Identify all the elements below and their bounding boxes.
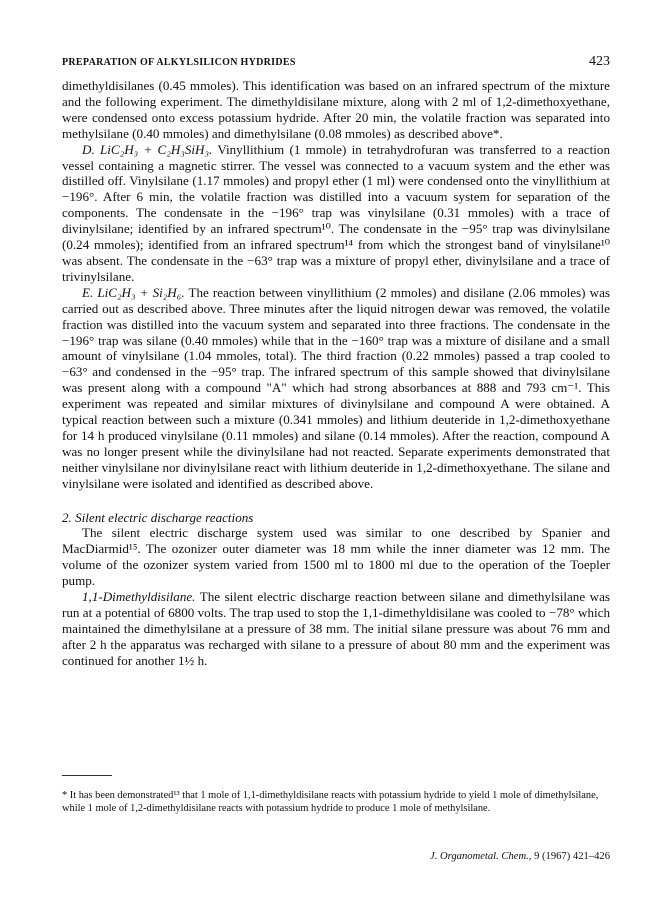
paragraph-continuation	[62, 78, 610, 142]
paragraph-dimethyldisilane	[62, 589, 610, 669]
footnote: * It has been demonstrated¹³ that 1 mole of 1,1-dimethyldisilane reacts with potassium hydride to yield 1 mole of dimethylsilane, while 1 mole of 1,2-dimethyldisilane reacts with potassium hydride to produce 1 mole of methylsilane.	[62, 790, 599, 814]
paragraph-discharge-system	[62, 525, 610, 589]
section-heading-dimethyldisilane: 1,1-Dimethyldisilane.	[82, 589, 196, 605]
journal-citation	[430, 851, 610, 862]
paragraph-text: The silent electric discharge reaction between silane and dimethylsilane was run at a potential of 6800 volts. The trap used to stop the 1,1-dimethyldisilane was cooled to −78° which maintained the dimethylsilane at a pressure of 38 mm. The initial silane pressure was about 76 mm and after 2 h the apparatus was recharged with silane to a pressure of about 80 mm and the experiment was continued for another 1½ h.	[62, 589, 610, 668]
running-head: PREPARATION OF ALKYLSILICON HYDRIDES	[62, 57, 296, 68]
paragraph-text: The reaction between vinyllithium (2 mmoles) and disilane (2.06 mmoles) was carried out as described above. Three minutes after the liquid nitrogen dewar was removed, the volatile fraction was distilled into the vacuum system and separated into three fractions. The condensate in the −196° trap was silane (0.40 mmoles) while that in the −160° trap was a mixture of disilane and a small amount of vinylsilane (1.04 mmoles, total). The third fraction (0.22 mmoles) passed a trap cooled to −63° and condensed in the −95° trap. The infrared spectrum of this sample showed that divinylsilane was present along with a compound "A" which had strong absorbances at 888 and 793 cm⁻¹. This experiment was repeated and similar mixtures of divinylsilane and compound A were obtained. A typical reaction between such a mixture (0.341 mmoles) and lithium deuteride in 1,2-dimethoxyethane for 14 h produced vinylsilane (0.11 mmoles) and silane (0.14 mmoles). After the reaction, compound A was no longer present while the divinylsilane had not reacted. Separate experiments demonstrated that neither vinylsilane nor divinylsilane react with lithium deuteride in 1,2-dimethoxyethane. The silane and vinylsilane were isolated and identified as described above.	[62, 284, 610, 491]
footnote-divider	[62, 775, 112, 776]
page-number: 423	[589, 54, 610, 69]
journal-name: J. Organometal. Chem.,	[430, 851, 532, 862]
paragraph-text: dimethyldisilanes (0.45 mmoles). This identification was based on an infrared spectrum of the mixture and the following experiment. The dimethyldisilane mixture, along with 2 ml of 1,2-dimethoxyethane, were condensed onto excess potassium hydride. After 20 min, the volatile fraction was separated into methylsilane (0.40 mmoles) and dimethylsilane (0.08 mmoles) as described above*.	[62, 78, 610, 141]
journal-volume-pages: 9 (1967) 421–426	[531, 851, 610, 862]
section-heading-d: D. LiC₂H₃ + C₂H₃SiH₃.	[82, 141, 213, 157]
section-title: 2. Silent electric discharge reactions	[62, 509, 254, 525]
section-heading-silent-discharge	[62, 510, 610, 526]
section-heading-e: E. LiC₂H₃ + Si₂H₆.	[82, 284, 185, 300]
paragraph-text: Vinyllithium (1 mmole) in tetrahydrofuran was transferred to a reaction vessel containing a magnetic stirrer. The vessel was connected to a vacuum system and the ether was distilled off. Vinylsilane (1.17 mmoles) and propyl ether (1 ml) were condensed onto the vinyllithium at −196°. After 6 min, the volatile fraction was distilled into a vacuum system for separation of the components. The condensate in the −196° trap was vinylsilane (0.31 mmoles) with a trace of divinylsilane; identified by an infrared spectrum¹⁰. The condensate in the −95° trap was divinylsilane (0.24 mmoles); identified from an infrared spectrum¹⁴ from which the strongest band of vinylsilane¹⁰ was absent. The condensate in the −63° trap was a mixture of propyl ether, divinylsilane and a trace of trivinylsilane.	[62, 141, 610, 284]
paragraph-text: The silent electric discharge system used was similar to one described by Spanier and MacDiarmid¹⁵. The ozonizer outer diameter was 18 mm while the inner diameter was 12 mm. The volume of the ozonizer system varied from 1500 ml to 1800 ml due to the operation of the Toepler pump.	[62, 525, 610, 589]
page-header	[62, 54, 610, 70]
paragraph-section-e	[62, 285, 610, 492]
body-text	[62, 78, 610, 669]
paragraph-section-d	[62, 142, 610, 285]
